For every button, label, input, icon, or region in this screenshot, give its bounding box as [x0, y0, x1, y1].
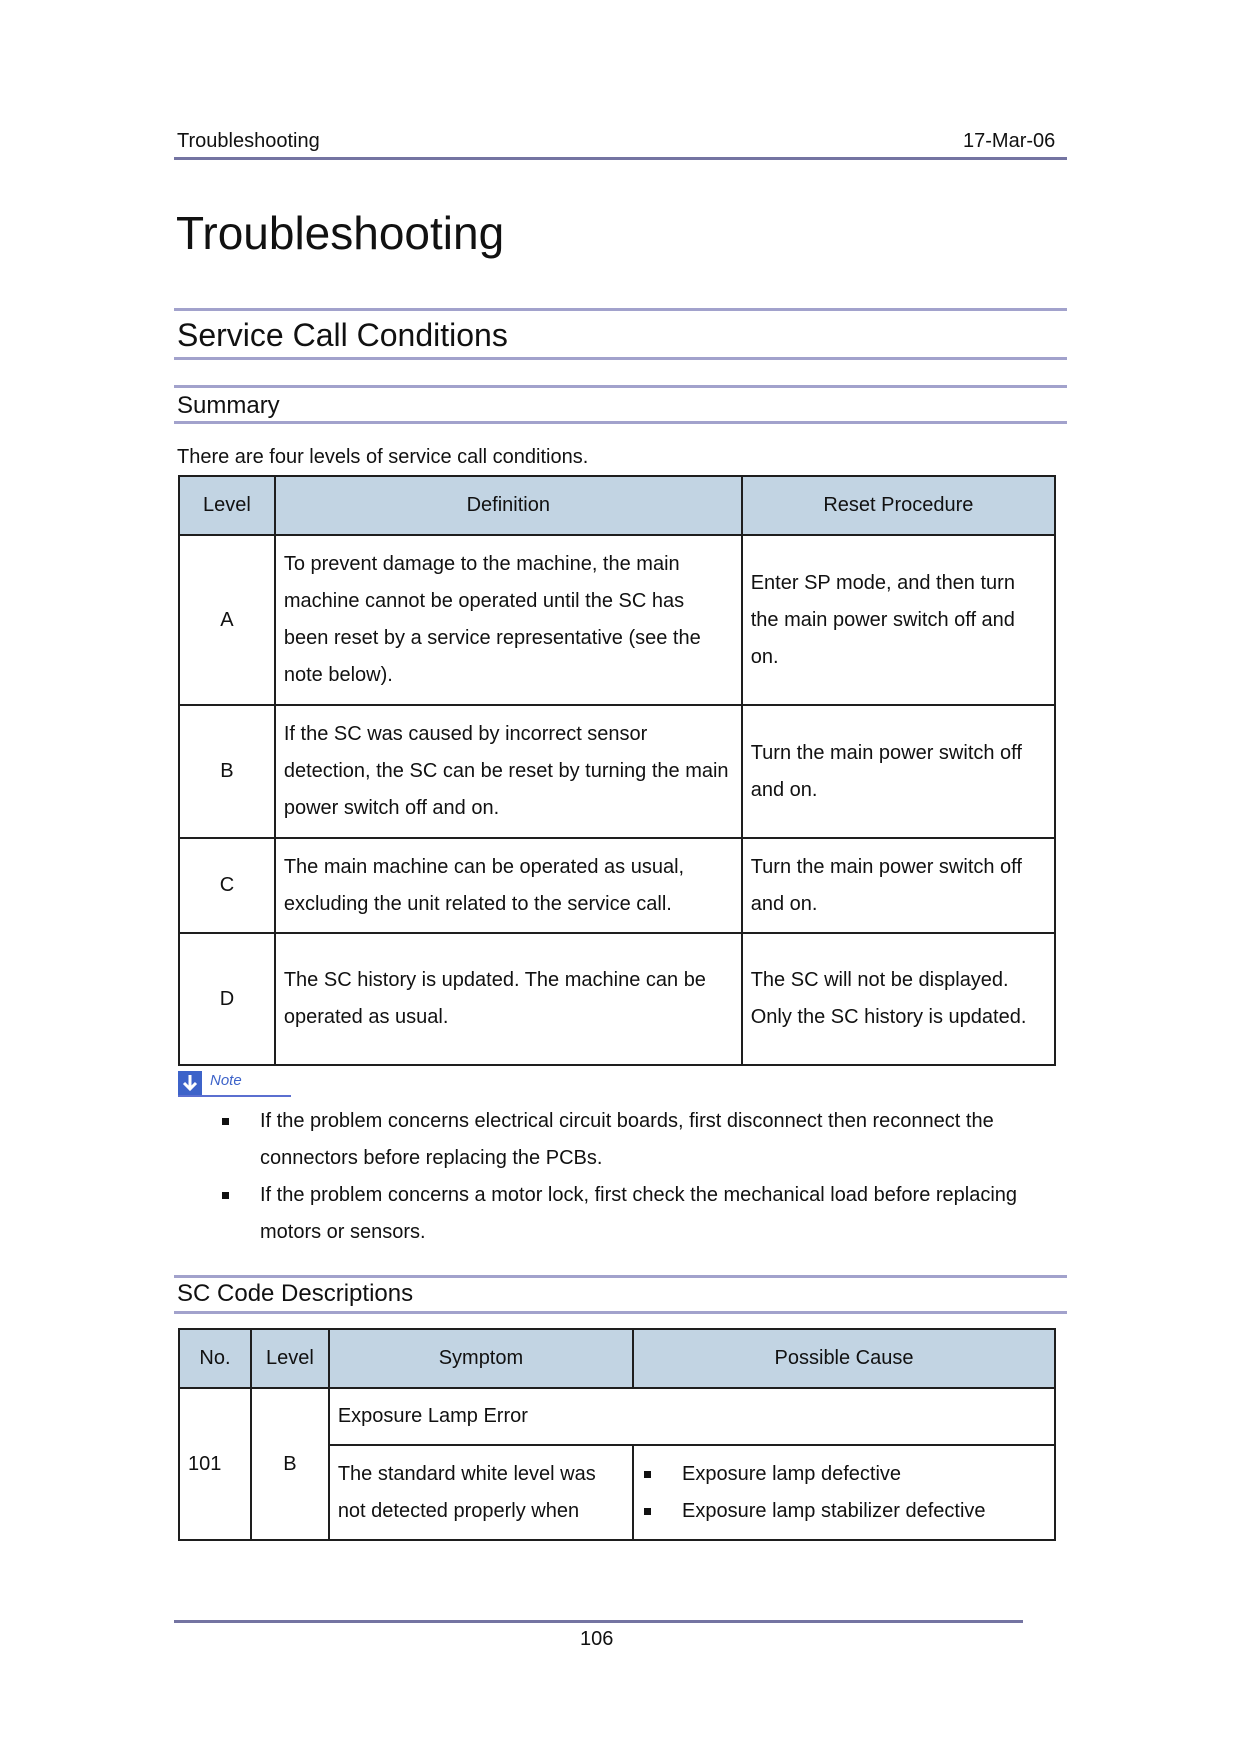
column-header-possible-cause: Possible Cause: [633, 1329, 1055, 1388]
table-row: [179, 1388, 1055, 1445]
bullet-icon: [222, 1192, 229, 1199]
page-title: Troubleshooting: [176, 207, 505, 259]
level-cell: A: [179, 535, 275, 705]
list-item: [220, 1177, 1070, 1251]
list-item: [220, 1103, 1070, 1177]
level-cell: D: [179, 933, 275, 1065]
column-header-no: No.: [179, 1329, 251, 1388]
list-item: [642, 1493, 1046, 1530]
sc-codes-heading: SC Code Descriptions: [177, 1280, 414, 1307]
table-row: [179, 838, 1055, 933]
cause-text: Exposure lamp defective: [682, 1462, 902, 1485]
reset-procedure-cell: Turn the main power switch off and on.: [742, 838, 1055, 933]
summary-rule-top: [174, 385, 1067, 388]
sc-codes-rule-bottom: [174, 1311, 1067, 1314]
service-call-levels-table: [178, 475, 1056, 1066]
footer-rule: [174, 1620, 1023, 1623]
table-row: [179, 535, 1055, 705]
sc-codes-rule-top: [174, 1275, 1067, 1278]
summary-rule-bottom: [174, 421, 1067, 424]
list-item: [642, 1456, 1046, 1493]
table-row: [179, 705, 1055, 838]
running-header-date: 17-Mar-06: [963, 130, 1056, 152]
bullet-icon: [644, 1508, 651, 1515]
note-badge: [178, 1071, 291, 1097]
running-header-section: Troubleshooting: [177, 130, 320, 152]
sc-number-cell: 101: [179, 1388, 251, 1540]
reset-procedure-cell: The SC will not be displayed. Only the SC history is updated.: [742, 933, 1055, 1065]
sc-code-table: [178, 1328, 1056, 1541]
definition-cell: To prevent damage to the machine, the main machine cannot be operated until the SC has been reset by a service representative (see the note below).: [275, 535, 742, 705]
note-item-text: If the problem concerns a motor lock, first check the mechanical load before replacing motors or sensors.: [260, 1184, 1018, 1243]
down-arrow-icon: [178, 1071, 202, 1095]
definition-cell: If the SC was caused by incorrect sensor detection, the SC can be reset by turning the main power switch off and on.: [275, 705, 742, 838]
cause-list: [642, 1456, 1046, 1530]
column-header-reset-procedure: Reset Procedure: [742, 476, 1055, 535]
table-header-row: [179, 476, 1055, 535]
level-cell: B: [179, 705, 275, 838]
table-header-row: [179, 1329, 1055, 1388]
summary-heading: Summary: [177, 392, 280, 419]
column-header-definition: Definition: [275, 476, 742, 535]
bullet-icon: [644, 1471, 651, 1478]
reset-procedure-cell: Turn the main power switch off and on.: [742, 705, 1055, 838]
table-row: [179, 933, 1055, 1065]
summary-intro: There are four levels of service call conditions.: [177, 446, 589, 468]
note-item-text: If the problem concerns electrical circuit boards, first disconnect then reconnect the connectors before replacing the PCBs.: [260, 1110, 994, 1169]
sc-title-cell: Exposure Lamp Error: [329, 1388, 1055, 1445]
possible-cause-cell: [633, 1445, 1055, 1540]
column-header-level: Level: [251, 1329, 329, 1388]
header-rule: [174, 157, 1067, 160]
level-cell: C: [179, 838, 275, 933]
page-number: 106: [580, 1628, 614, 1650]
symptom-cell: The standard white level was not detected properly when: [329, 1445, 633, 1540]
note-list: [220, 1103, 1070, 1251]
bullet-icon: [222, 1118, 229, 1125]
sc-level-cell: B: [251, 1388, 329, 1540]
section-rule-top: [174, 308, 1067, 311]
definition-cell: The SC history is updated. The machine can be operated as usual.: [275, 933, 742, 1065]
note-label: Note: [210, 1072, 242, 1089]
section-title: Service Call Conditions: [177, 317, 508, 353]
cause-text: Exposure lamp stabilizer defective: [682, 1499, 986, 1522]
reset-procedure-cell: Enter SP mode, and then turn the main power switch off and on.: [742, 535, 1055, 705]
column-header-symptom: Symptom: [329, 1329, 633, 1388]
section-rule-bottom: [174, 357, 1067, 360]
column-header-level: Level: [179, 476, 275, 535]
definition-cell: The main machine can be operated as usual, excluding the unit related to the service call.: [275, 838, 742, 933]
